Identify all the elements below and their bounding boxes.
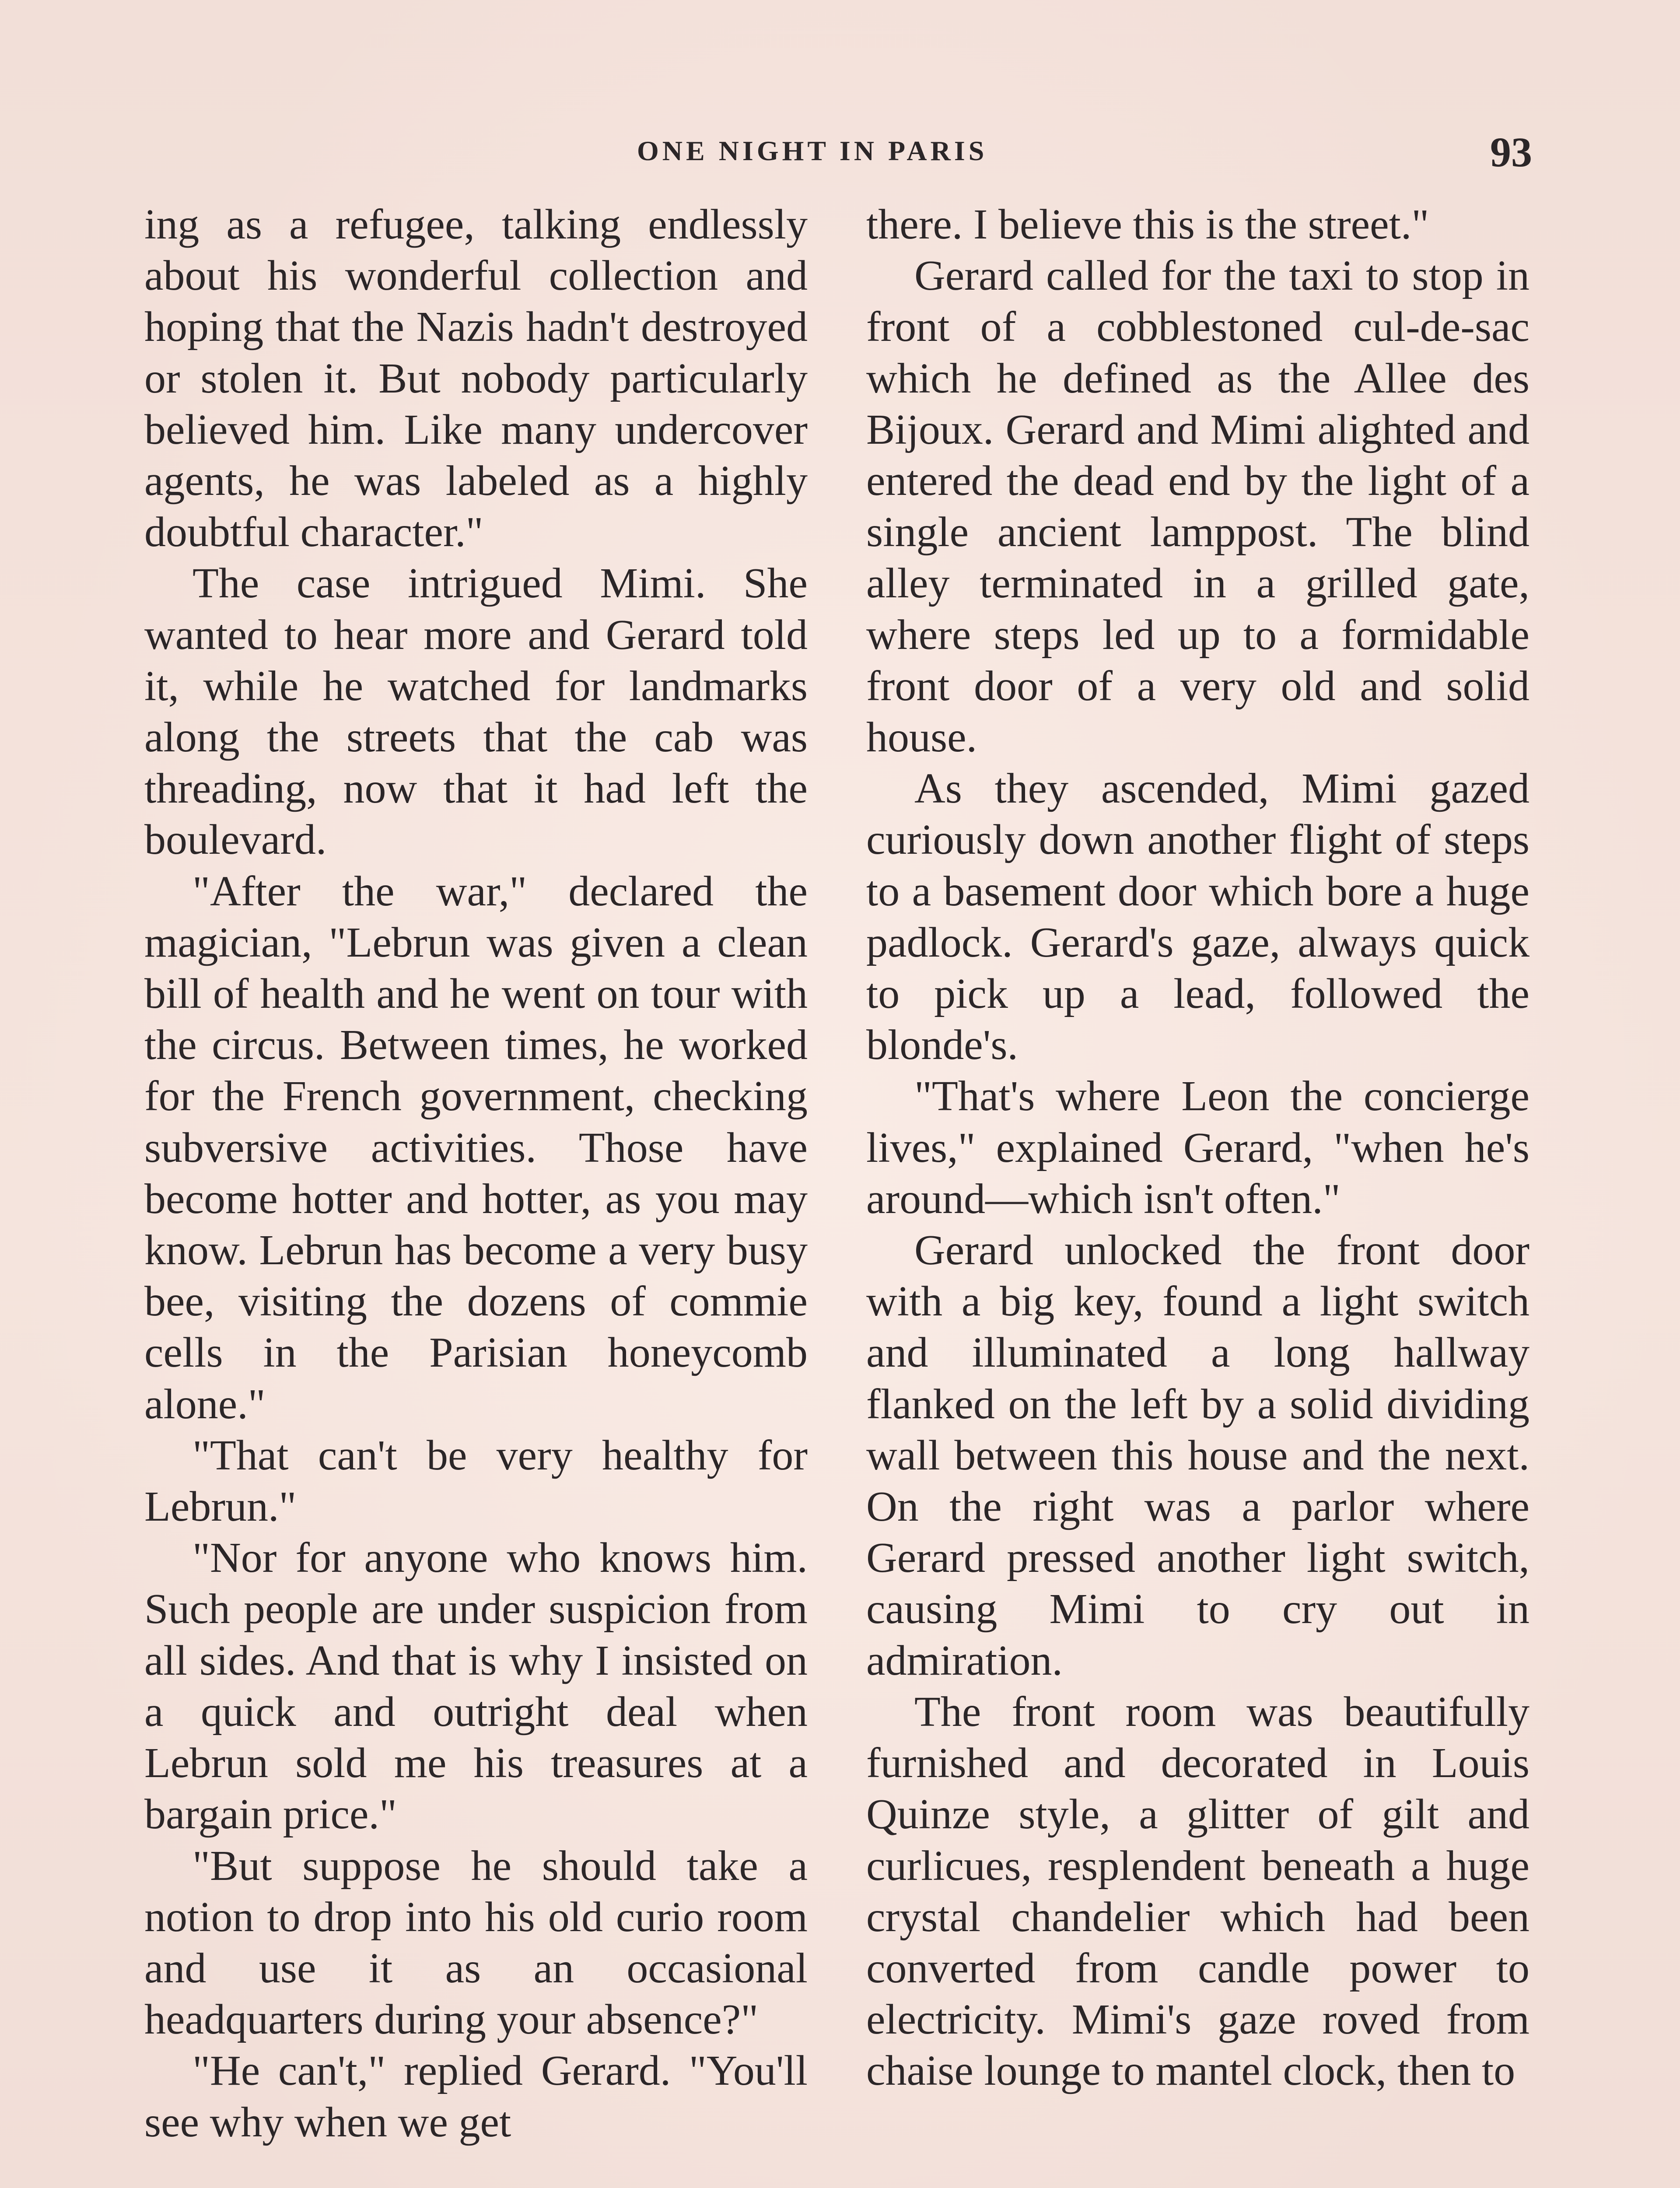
page-number: 93: [1490, 129, 1532, 175]
paragraph: As they ascended, Mimi gazed curiously down another flight of steps to a basement door which bore a huge padlock. Gerard's gaze, always quick to pick up a lead, followed the blonde's.: [866, 765, 1530, 1069]
running-title: ONE NIGHT IN PARIS: [637, 135, 988, 166]
paragraph: "Nor for anyone who knows him. Such people are under suspicion from all sides. And that is why I insisted on a quick and outright deal when Lebrun sold me his treasures at a bargain price.": [144, 1534, 808, 1838]
paragraph: "After the war," declared the magician, "Lebrun was given a clean bill of health and he went on tour with the circus. Between times, he worked for the French government, checking subversive activities. Those have become hotter and hotter, as you may know. Lebrun has become a very busy bee, visiting the dozens of commie cells in the Parisian honeycomb alone.": [144, 867, 808, 1428]
paragraph: The front room was beautifully furnished and decorated in Louis Quinze style, a glitter of gilt and curlicues, resplendent beneath a huge crystal chandelier which had been converted from candle power to electricity. Mimi's gaze roved from chaise lounge to mantel clock, then to: [866, 1688, 1530, 2095]
paragraph: ing as a refugee, talking endlessly about his wonderful collection and hoping that the Nazis hadn't destroyed or stolen it. But nobody particularly believed him. Like many undercover agents, he was labeled as a highly doubtful character.": [144, 201, 808, 556]
paragraph: "But suppose he should take a notion to drop into his old curio room and use it as an occasional headquarters during your absence?": [144, 1842, 808, 2044]
paragraph: Gerard unlocked the front door with a big key, found a light switch and illuminated a long hallway flanked on the left by a solid dividing wall between this house and the next. On the right was a parlor where Gerard pressed another light switch, causing Mimi to cry out in admiration.: [866, 1227, 1530, 1684]
paragraph: "He can't," replied Gerard. "You'll see why when we get: [144, 2047, 808, 2146]
left-column: [144, 199, 808, 2148]
paragraph: "That's where Leon the concierge lives," explained Gerard, "when he's around—which isn't often.": [866, 1073, 1530, 1223]
right-column: [866, 199, 1530, 2097]
paragraph: The case intrigued Mimi. She wanted to hear more and Gerard told it, while he watched for landmarks along the streets that the cab was threading, now that it had left the boulevard.: [144, 560, 808, 864]
paragraph: "That can't be very healthy for Lebrun.": [144, 1431, 808, 1531]
paragraph: there. I believe this is the street.": [866, 201, 1429, 248]
paragraph: Gerard called for the taxi to stop in front of a cobblestoned cul-de-sac which he defined as the Allee des Bijoux. Gerard and Mimi alighted and entered the dead end by the light of a single ancient lamppost. The blind alley terminated in a grilled gate, where steps led up to a formidable front door of a very old and solid house.: [866, 252, 1530, 761]
